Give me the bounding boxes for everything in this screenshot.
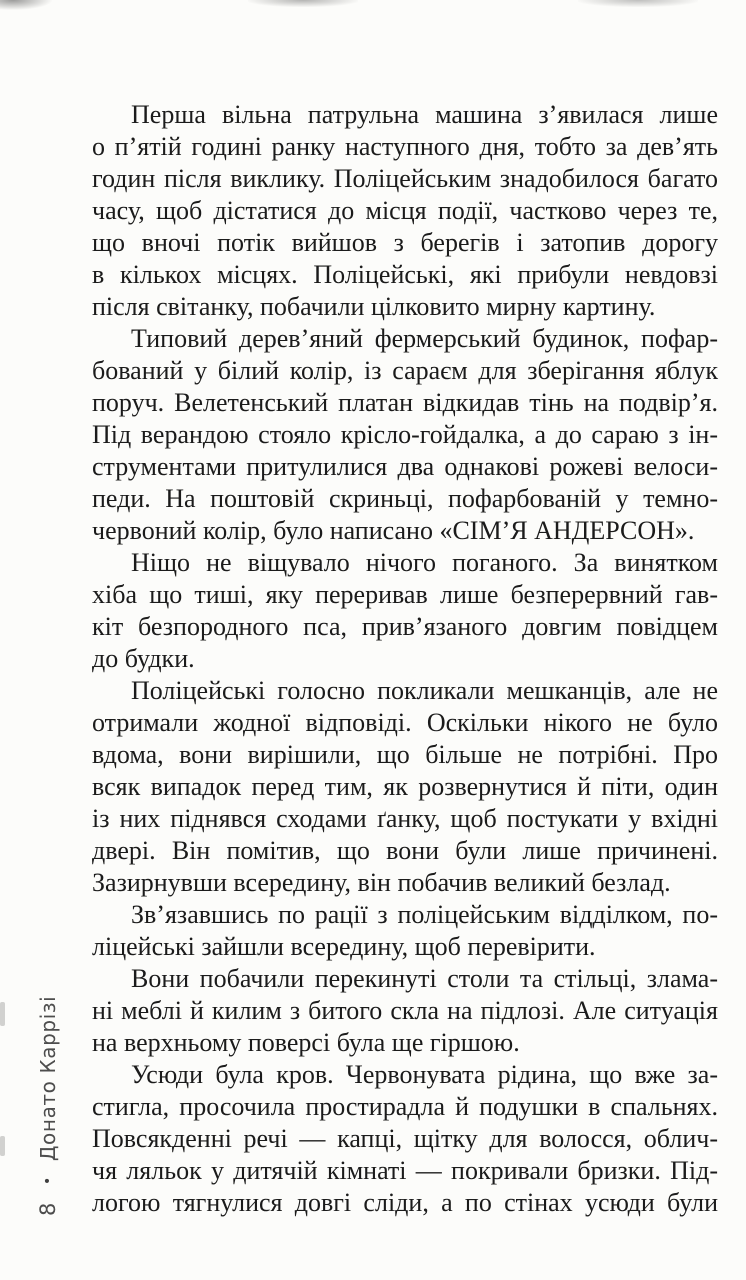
text-line: отримали жодної відповіді. Оскільки нікого не було xyxy=(92,708,718,737)
text-line: Перша вільна патрульна машина з’явилася лише xyxy=(131,100,718,129)
text-line: після світанку, побачили цілковито мирну картину. xyxy=(92,292,656,321)
text-line: вдома, вони вирішили, що більше не потрібні. Про xyxy=(92,740,718,769)
paragraph xyxy=(92,963,718,1059)
text-line: ні меблі й килим з битого скла на підлозі. Але ситуація xyxy=(92,996,718,1025)
text-line: ліцейські зайшли всередину, щоб перевірити. xyxy=(92,932,596,961)
text-line: в кількох місцях. Поліцейські, які прибули невдовзі xyxy=(92,260,718,289)
scan-artifact xyxy=(0,1002,5,1026)
text-line: із них піднявся сходами ґанку, щоб постукати у вхідні xyxy=(92,804,718,833)
scan-artifact xyxy=(0,0,52,10)
text-line: всяк випадок перед тим, як розвернутися й піти, один xyxy=(92,772,718,801)
text-line: до будки. xyxy=(92,644,195,673)
text-line: Під верандою стояло крісло-гойдалка, а до сараю з ін- xyxy=(92,420,718,449)
text-line: двері. Він помітив, що вони були лише причинені. xyxy=(92,836,718,865)
text-line: Поліцейські голосно покликали мешканців, але не xyxy=(131,676,718,705)
text-line: чя ляльок у дитячій кімнаті — покривали бризки. Під- xyxy=(92,1156,718,1185)
paragraph xyxy=(92,899,718,963)
text-line: кіт безпородного пса, прив’язаного довгим повідцем xyxy=(92,612,718,641)
text-line: Типовий дерев’яний фермерський будинок, пофар- xyxy=(131,324,718,353)
text-line: Ніщо не віщувало нічого поганого. За винятком xyxy=(131,548,718,577)
text-line: на верхньому поверсі була ще гіршою. xyxy=(92,1028,520,1057)
paragraph xyxy=(92,1059,718,1219)
body-text xyxy=(92,99,718,1219)
text-line: логою тягнулися довгі сліди, а по стінах усюди були xyxy=(92,1188,718,1217)
text-line: стигла, просочила простирадла й подушки в спальнях. xyxy=(92,1092,718,1121)
text-line: Усюди була кров. Червонувата рідина, що вже за- xyxy=(131,1060,718,1089)
scan-artifact xyxy=(248,0,358,7)
text-line: що вночі потік вийшов з берегів і затопив дорогу xyxy=(92,228,718,257)
text-line: Зв’язавшись по рації з поліцейським відділком, по- xyxy=(131,900,718,929)
page-number: 8 xyxy=(36,1202,60,1216)
text-line: струментами притулилися два однакові рожеві велоси- xyxy=(92,452,718,481)
text-line: часу, щоб дістатися до місця події, частково через те, xyxy=(92,196,718,225)
text-line: бований у білий колір, із сараєм для зберігання яблук xyxy=(92,356,718,385)
paragraph xyxy=(92,675,718,899)
text-line: червоний колір, було написано «СІМ’Я АНДЕРСОН». xyxy=(92,516,695,545)
text-line: Зазирнувши всередину, він побачив великий безлад. xyxy=(92,868,671,897)
paragraph xyxy=(92,323,718,547)
paragraph xyxy=(92,99,718,323)
text-line: педи. На поштовій скриньці, пофарбованій у темно- xyxy=(92,484,718,513)
scan-artifact xyxy=(0,1136,5,1156)
text-line: годин після виклику. Поліцейським знадобилося багато xyxy=(92,164,718,193)
text-line: Вони побачили перекинуті столи та стільці, злама- xyxy=(131,964,718,993)
text-line: о п’ятій годині ранку наступного дня, тобто за дев’ять xyxy=(92,132,718,161)
text-line: Повсякденні речі — капці, щітку для волосся, облич- xyxy=(92,1124,718,1153)
paragraph xyxy=(92,547,718,675)
author-name: Донато Каррізі xyxy=(36,995,60,1162)
bullet-separator-icon: • xyxy=(40,1176,56,1186)
running-footer xyxy=(35,986,61,1216)
scan-artifact xyxy=(578,0,698,7)
text-line: хіба що тиші, яку переривав лише безперервний гав- xyxy=(92,580,718,609)
text-line: поруч. Велетенський платан відкидав тінь на подвір’я. xyxy=(92,388,718,417)
